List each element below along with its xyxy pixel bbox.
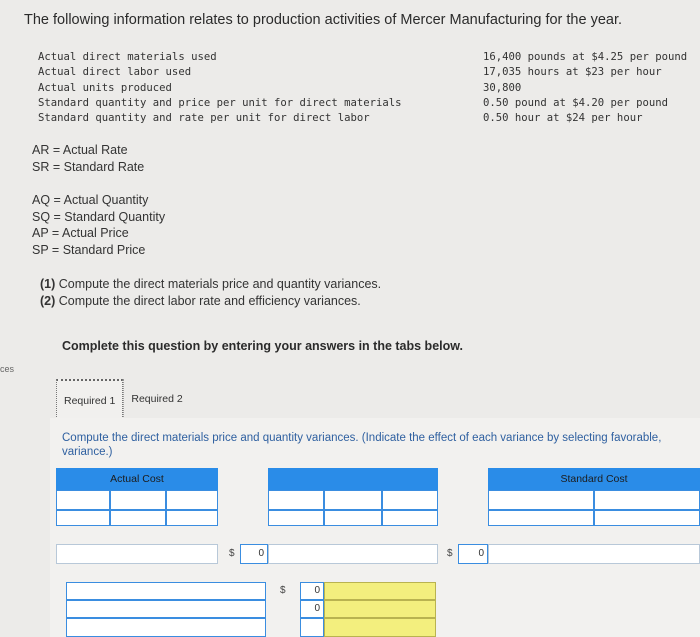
info-label: Actual direct materials used [38,51,217,63]
abbr-line: SR = Standard Rate [32,159,145,174]
variance-label-input-2[interactable] [66,600,266,618]
requirement-number: (1) [40,277,56,291]
info-label: Actual units produced [38,81,172,94]
standard-qty-input[interactable] [488,490,594,510]
info-value: 16,400 pounds at $4.25 per pound [483,51,688,63]
standard-cost-header: Standard Cost [488,468,700,490]
tab-bar [56,379,190,419]
abbr-line: SP = Standard Price [32,242,146,257]
mid-x-input-2[interactable] [324,510,382,526]
actual-qty-input[interactable] [56,490,110,510]
abbr-line: AP = Actual Price [32,226,129,240]
variance-label-input-3[interactable] [66,618,266,637]
requirements-list [40,276,381,309]
tab-required-1[interactable]: Required 1 [56,379,123,419]
standard-price-input-2[interactable] [594,510,700,526]
variance-grid [56,468,700,637]
info-row [38,111,693,126]
requirement-text: Compute the direct materials price and quantity variances. [55,277,382,291]
actual-total-value: 0 [258,548,264,559]
requirement-item [40,293,381,310]
variance-amount-input-3[interactable] [300,618,324,637]
actual-x-input[interactable] [110,490,166,510]
variance-label-input-1[interactable] [66,582,266,600]
currency-sign: $ [229,548,235,559]
blank-header [268,468,438,490]
info-row [38,50,693,65]
quantity-abbreviations [32,192,165,258]
info-value: 0.50 pound at $4.20 per pound [483,96,668,109]
mid-qty-input[interactable] [268,490,324,510]
variance-amount-2: 0 [314,603,320,614]
actual-cost-header: Actual Cost [56,468,218,490]
standard-qty-input-2[interactable] [488,510,594,526]
info-value: 0.50 hour at $24 per hour [483,112,643,125]
variance-effect-select-3[interactable] [324,618,436,637]
abbr-line: AR = Actual Rate [32,143,128,157]
abbr-line: SQ = Standard Quantity [32,209,166,224]
standard-total-row [488,544,700,564]
info-row [38,81,693,96]
variance-effect-select-1[interactable] [324,582,436,600]
actual-x-input-2[interactable] [110,510,166,526]
actual-price-input-2[interactable] [166,510,218,526]
complete-note: Complete this question by entering your answers in the tabs below. [62,339,463,353]
actual-total-row [56,544,218,564]
info-row [38,96,693,111]
info-value: 17,035 hours at $23 per hour [483,66,662,79]
rate-abbreviations [32,142,144,175]
standard-price-input[interactable] [594,490,700,510]
requirement-number: (2) [40,293,56,308]
mid-qty-input-2[interactable] [268,510,324,526]
actual-qty-input-2[interactable] [56,510,110,526]
tab-required-2[interactable]: Required 2 [123,379,189,419]
info-table [38,50,693,126]
page-title: The following information relates to production activities of Mercer Manufacturing for the year. [24,12,623,28]
side-label: ces [0,364,15,374]
variance-amount-1: 0 [314,585,320,596]
actual-price-input[interactable] [166,490,218,510]
info-value: 30,800 [483,81,522,94]
info-row [38,65,693,80]
info-label: Standard quantity and price per unit for direct materials [38,96,402,109]
standard-total-value: 0 [478,548,484,559]
mid-price-input[interactable] [382,490,438,510]
abbr-line: AQ = Actual Quantity [32,193,149,207]
requirement-item [40,276,381,293]
mid-total-row [268,544,438,564]
requirement-text: Compute the direct labor rate and efficiency variances. [55,293,361,308]
info-label: Standard quantity and rate per unit for direct labor [38,112,370,125]
currency-sign: $ [447,548,453,559]
instruction-text: Compute the direct materials price and quantity variances. (Indicate the effect of each variance by selecting favorable, variance.) [62,432,662,458]
mid-x-input[interactable] [324,490,382,510]
mid-price-input-2[interactable] [382,510,438,526]
variance-effect-select-2[interactable] [324,600,436,618]
currency-sign: $ [280,585,286,596]
info-label: Actual direct labor used [38,66,192,79]
